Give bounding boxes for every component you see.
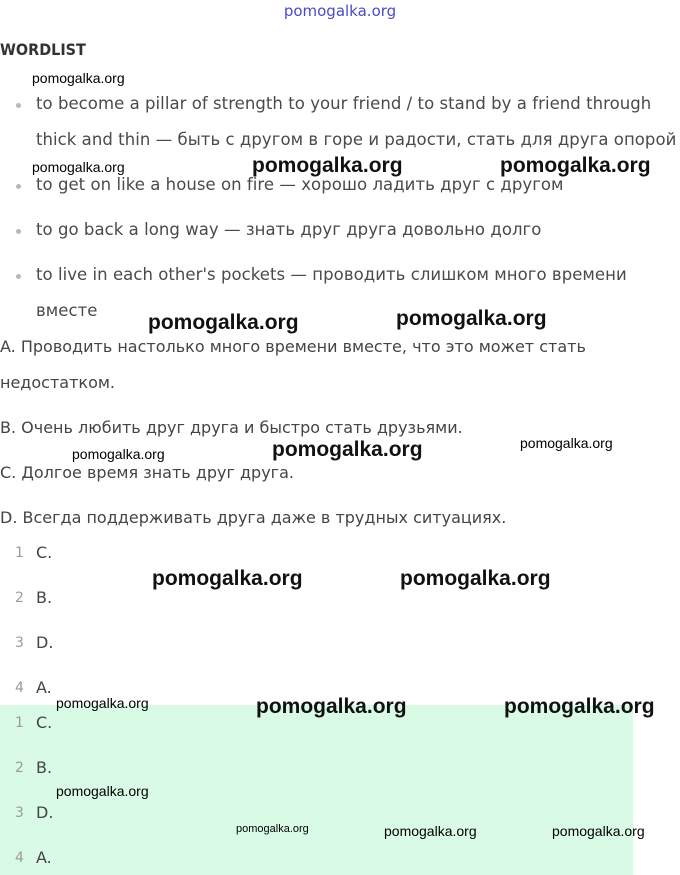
answer-number: 4	[15, 850, 24, 866]
site-header-link[interactable]: pomogalka.org	[283, 2, 397, 20]
bullet-dot	[16, 103, 21, 108]
watermark: pomogalka.org	[72, 446, 165, 462]
watermark: pomogalka.org	[252, 154, 403, 177]
answer-number: 2	[15, 760, 24, 776]
watermark: pomogalka.org	[400, 567, 551, 590]
definition-a-continued: недостатком.	[0, 373, 116, 392]
watermark: pomogalka.org	[56, 695, 149, 711]
definition-d: D. Всегда поддерживать друга даже в трудных ситуациях.	[0, 508, 507, 527]
answer-value: C.	[36, 543, 53, 562]
answer-number: 1	[15, 545, 24, 561]
watermark: pomogalka.org	[148, 311, 299, 334]
watermark: pomogalka.org	[256, 695, 407, 718]
watermark: pomogalka.org	[396, 307, 547, 330]
answer-number: 3	[15, 805, 24, 821]
answer-value: D.	[36, 803, 54, 822]
answer-value: D.	[36, 633, 54, 652]
watermark: pomogalka.org	[384, 823, 477, 839]
answer-number: 2	[15, 590, 24, 606]
watermark: pomogalka.org	[500, 154, 651, 177]
answer-number: 4	[15, 680, 24, 696]
answer-value: B.	[36, 588, 53, 607]
answer-value: B.	[36, 758, 53, 777]
wordlist-item-line: to get on like a house on fire — хорошо ладить друг с другом	[36, 175, 564, 194]
watermark: pomogalka.org	[504, 695, 655, 718]
answer-value: C.	[36, 713, 53, 732]
wordlist-item-line: to become a pillar of strength to your friend / to stand by a friend through	[36, 94, 652, 113]
answer-value: A.	[36, 678, 52, 697]
wordlist-item-line: to go back a long way — знать друг друга довольно долго	[36, 220, 542, 239]
watermark: pomogalka.org	[272, 438, 423, 461]
bullet-dot	[16, 274, 21, 279]
watermark: pomogalka.org	[56, 783, 149, 799]
watermark: pomogalka.org	[32, 159, 125, 175]
definition-b: B. Очень любить друг друга и быстро стать друзьями.	[0, 418, 463, 437]
definition-c: C. Долгое время знать друг друга.	[0, 463, 294, 482]
bullet-dot	[16, 184, 21, 189]
watermark: pomogalka.org	[32, 70, 125, 86]
wordlist-item-line: to live in each other's pockets — проводить слишком много времени	[36, 265, 627, 284]
answer-value: A.	[36, 848, 52, 867]
watermark: pomogalka.org	[236, 823, 309, 835]
bullet-dot	[16, 229, 21, 234]
wordlist-item-line: thick and thin — быть с другом в горе и радости, стать для друга опорой	[36, 130, 677, 149]
wordlist-item-line: вместе	[36, 301, 98, 320]
definition-a: A. Проводить настолько много времени вместе, что это может стать	[0, 337, 586, 356]
watermark: pomogalka.org	[152, 567, 303, 590]
watermark: pomogalka.org	[552, 823, 645, 839]
answer-number: 1	[15, 715, 24, 731]
wordlist-heading: WORDLIST	[0, 40, 86, 59]
answer-number: 3	[15, 635, 24, 651]
watermark: pomogalka.org	[520, 435, 613, 451]
